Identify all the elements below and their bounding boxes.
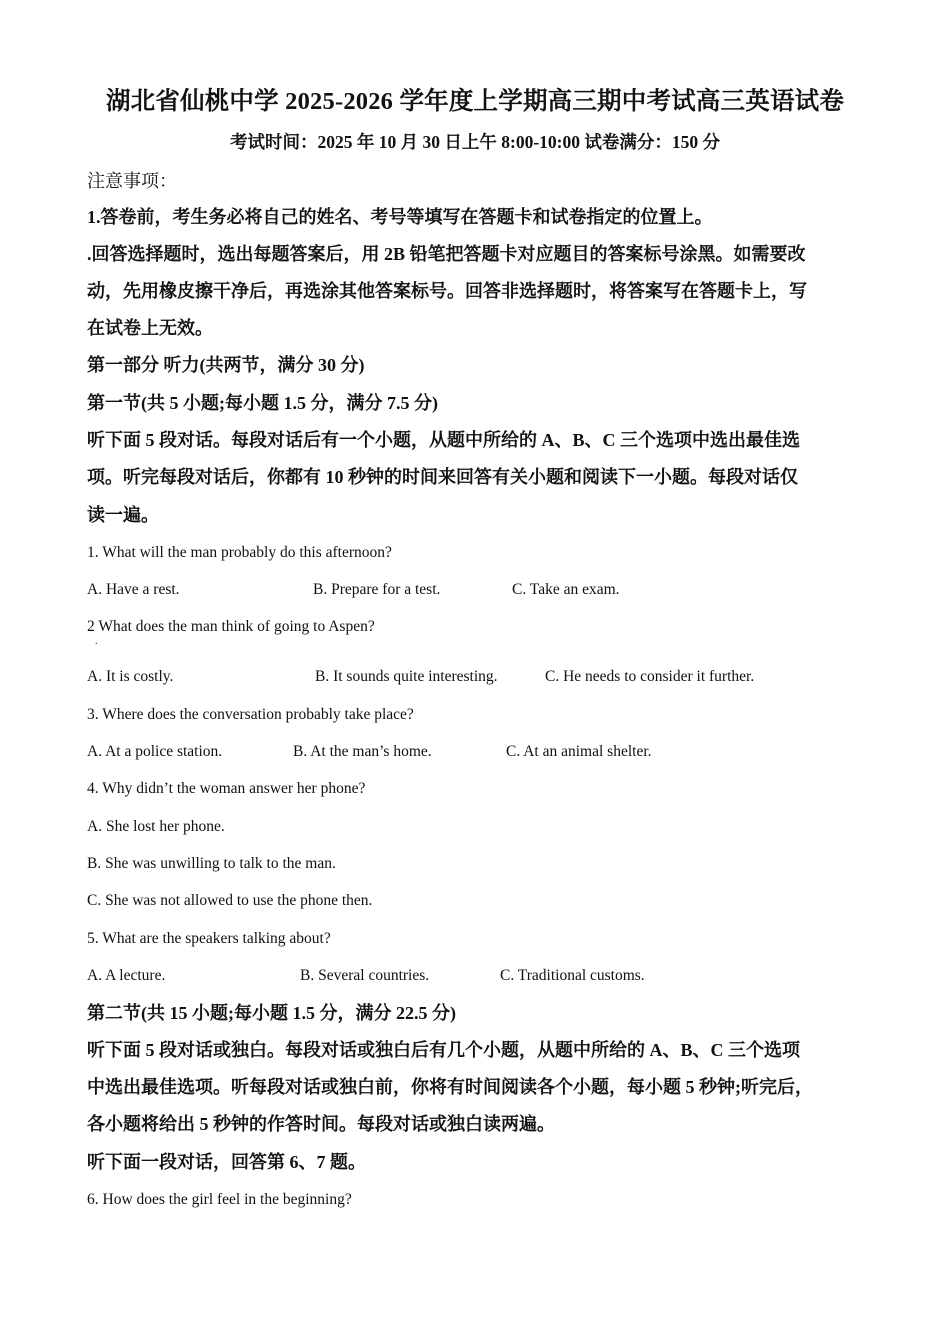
question-3-stem: 3. Where does the conversation probably take place?	[87, 706, 414, 723]
question-3-option-c: C. At an animal shelter.	[506, 743, 652, 760]
note-2-line-2: 动，先用橡皮擦干净后，再选涂其他答案标号。回答非选择题时，将答案写在答题卡上，写	[87, 281, 807, 301]
notes-heading: 注意事项：	[87, 171, 177, 191]
question-4-option-b: B. She was unwilling to talk to the man.	[87, 855, 336, 872]
question-5-option-a: A. A lecture.	[87, 967, 166, 984]
section2-heading: 第二节(共 15 小题;每小题 1.5 分，满分 22.5 分)	[87, 1003, 456, 1023]
question-2-option-b: B. It sounds quite interesting.	[315, 668, 498, 685]
note-2-line-1: .回答选择题时，选出每题答案后，用 2B 铅笔把答题卡对应题目的答案标号涂黑。如需要改	[87, 244, 806, 264]
question-2-option-a: A. It is costly.	[87, 668, 174, 685]
question-5-option-b: B. Several countries.	[300, 967, 430, 984]
exam-subtitle: 考试时间：2025 年 10 月 30 日上午 8:00-10:00 试卷满分：150 分	[230, 132, 720, 152]
question-1-option-a: A. Have a rest.	[87, 581, 180, 598]
section2-instructions-line-2: 中选出最佳选项。听每段对话或独白前，你将有时间阅读各个小题，每小题 5 秒钟;听完后，	[87, 1077, 813, 1097]
section1-instructions-line-3: 读一遍。	[87, 505, 159, 525]
section1-instructions-line-2: 项。听完每段对话后，你都有 10 秒钟的时间来回答有关小题和阅读下一小题。每段对话仅	[87, 467, 798, 487]
note-2-line-3: 在试卷上无效。	[87, 318, 213, 338]
dialog-intro: 听下面一段对话，回答第 6、7 题。	[87, 1152, 366, 1172]
section2-instructions-line-1: 听下面 5 段对话或独白。每段对话或独白后有几个小题，从题中所给的 A、B、C 三个选项	[87, 1040, 801, 1060]
question-1-option-b: B. Prepare for a test.	[313, 581, 441, 598]
part1-heading: 第一部分 听力(共两节，满分 30 分)	[87, 355, 365, 375]
stray-dot: .	[95, 636, 98, 647]
note-1: 1.答卷前，考生务必将自己的姓名、考号等填写在答题卡和试卷指定的位置上。	[87, 207, 713, 227]
section1-heading: 第一节(共 5 小题;每小题 1.5 分，满分 7.5 分)	[87, 393, 438, 413]
question-1-stem: 1. What will the man probably do this afternoon?	[87, 544, 392, 561]
exam-title: 湖北省仙桃中学 2025-2026 学年度上学期高三期中考试高三英语试卷	[105, 88, 845, 115]
question-3-option-b: B. At the man’s home.	[293, 743, 432, 760]
question-5-stem: 5. What are the speakers talking about?	[87, 930, 331, 947]
question-1-option-c: C. Take an exam.	[512, 581, 620, 598]
question-5-option-c: C. Traditional customs.	[500, 967, 645, 984]
section1-instructions-line-1: 听下面 5 段对话。每段对话后有一个小题，从题中所给的 A、B、C 三个选项中选出最佳选	[87, 430, 800, 450]
question-6-stem: 6. How does the girl feel in the beginning?	[87, 1191, 352, 1208]
question-4-option-c: C. She was not allowed to use the phone then.	[87, 892, 373, 909]
section2-instructions-line-3: 各小题将给出 5 秒钟的作答时间。每段对话或独白读两遍。	[87, 1114, 555, 1134]
question-4-option-a: A. She lost her phone.	[87, 818, 225, 835]
question-2-stem: 2 What does the man think of going to Aspen?	[87, 618, 375, 635]
question-3-option-a: A. At a police station.	[87, 743, 223, 760]
question-2-option-c: C. He needs to consider it further.	[545, 668, 755, 685]
question-4-stem: 4. Why didn’t the woman answer her phone?	[87, 780, 366, 797]
